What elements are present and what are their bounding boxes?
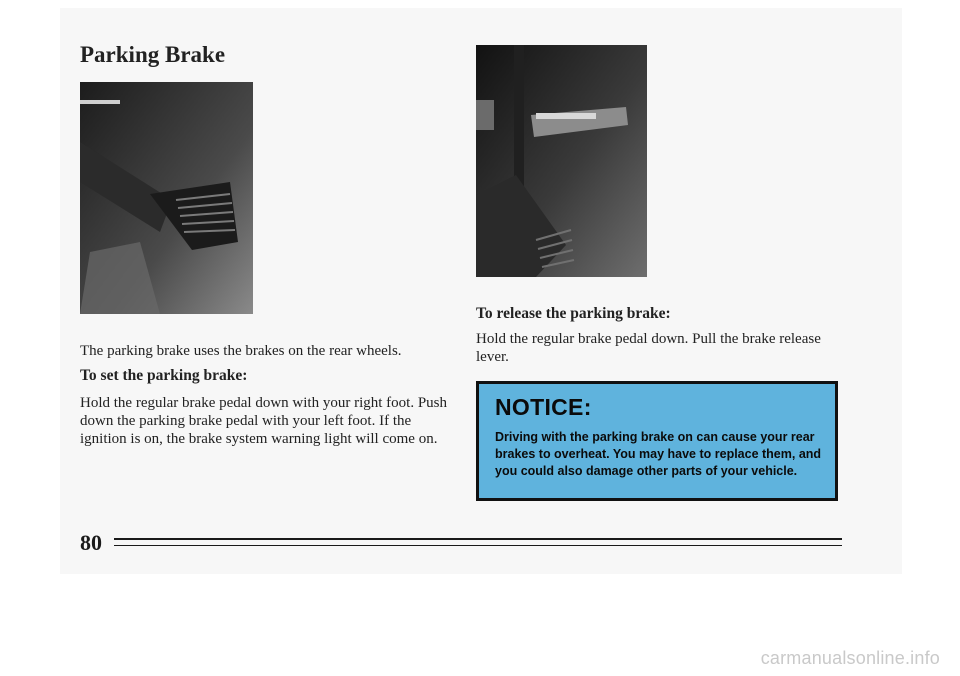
- page-title: Parking Brake: [80, 42, 226, 67]
- set-parking-brake-instructions: Hold the regular brake pedal down with your right foot. Push down the parking brake pedal with your left foot. If the ignition is on, the brake system warning light will come on.: [80, 395, 448, 447]
- notice-body: Driving with the parking brake on can cause your rear brakes to overheat. You may have to replace them, and you could also damage other parts of your vehicle.: [495, 430, 822, 478]
- watermark: carmanualsonline.info: [760, 648, 940, 668]
- notice-title: NOTICE:: [495, 394, 592, 420]
- set-parking-brake-heading: To set the parking brake:: [80, 367, 248, 384]
- brake-release-lever-photo: [476, 45, 647, 277]
- footer-rule-thick: [114, 538, 842, 540]
- release-parking-brake-heading: To release the parking brake:: [476, 305, 671, 322]
- page-number: 80: [80, 530, 102, 555]
- release-parking-brake-instructions: Hold the regular brake pedal down. Pull the brake release lever.: [476, 331, 821, 365]
- parking-brake-pedal-photo: [80, 82, 253, 314]
- footer-rule-thin: [114, 545, 842, 546]
- intro-paragraph: The parking brake uses the brakes on the rear wheels.: [80, 343, 402, 359]
- notice-box: [476, 381, 838, 501]
